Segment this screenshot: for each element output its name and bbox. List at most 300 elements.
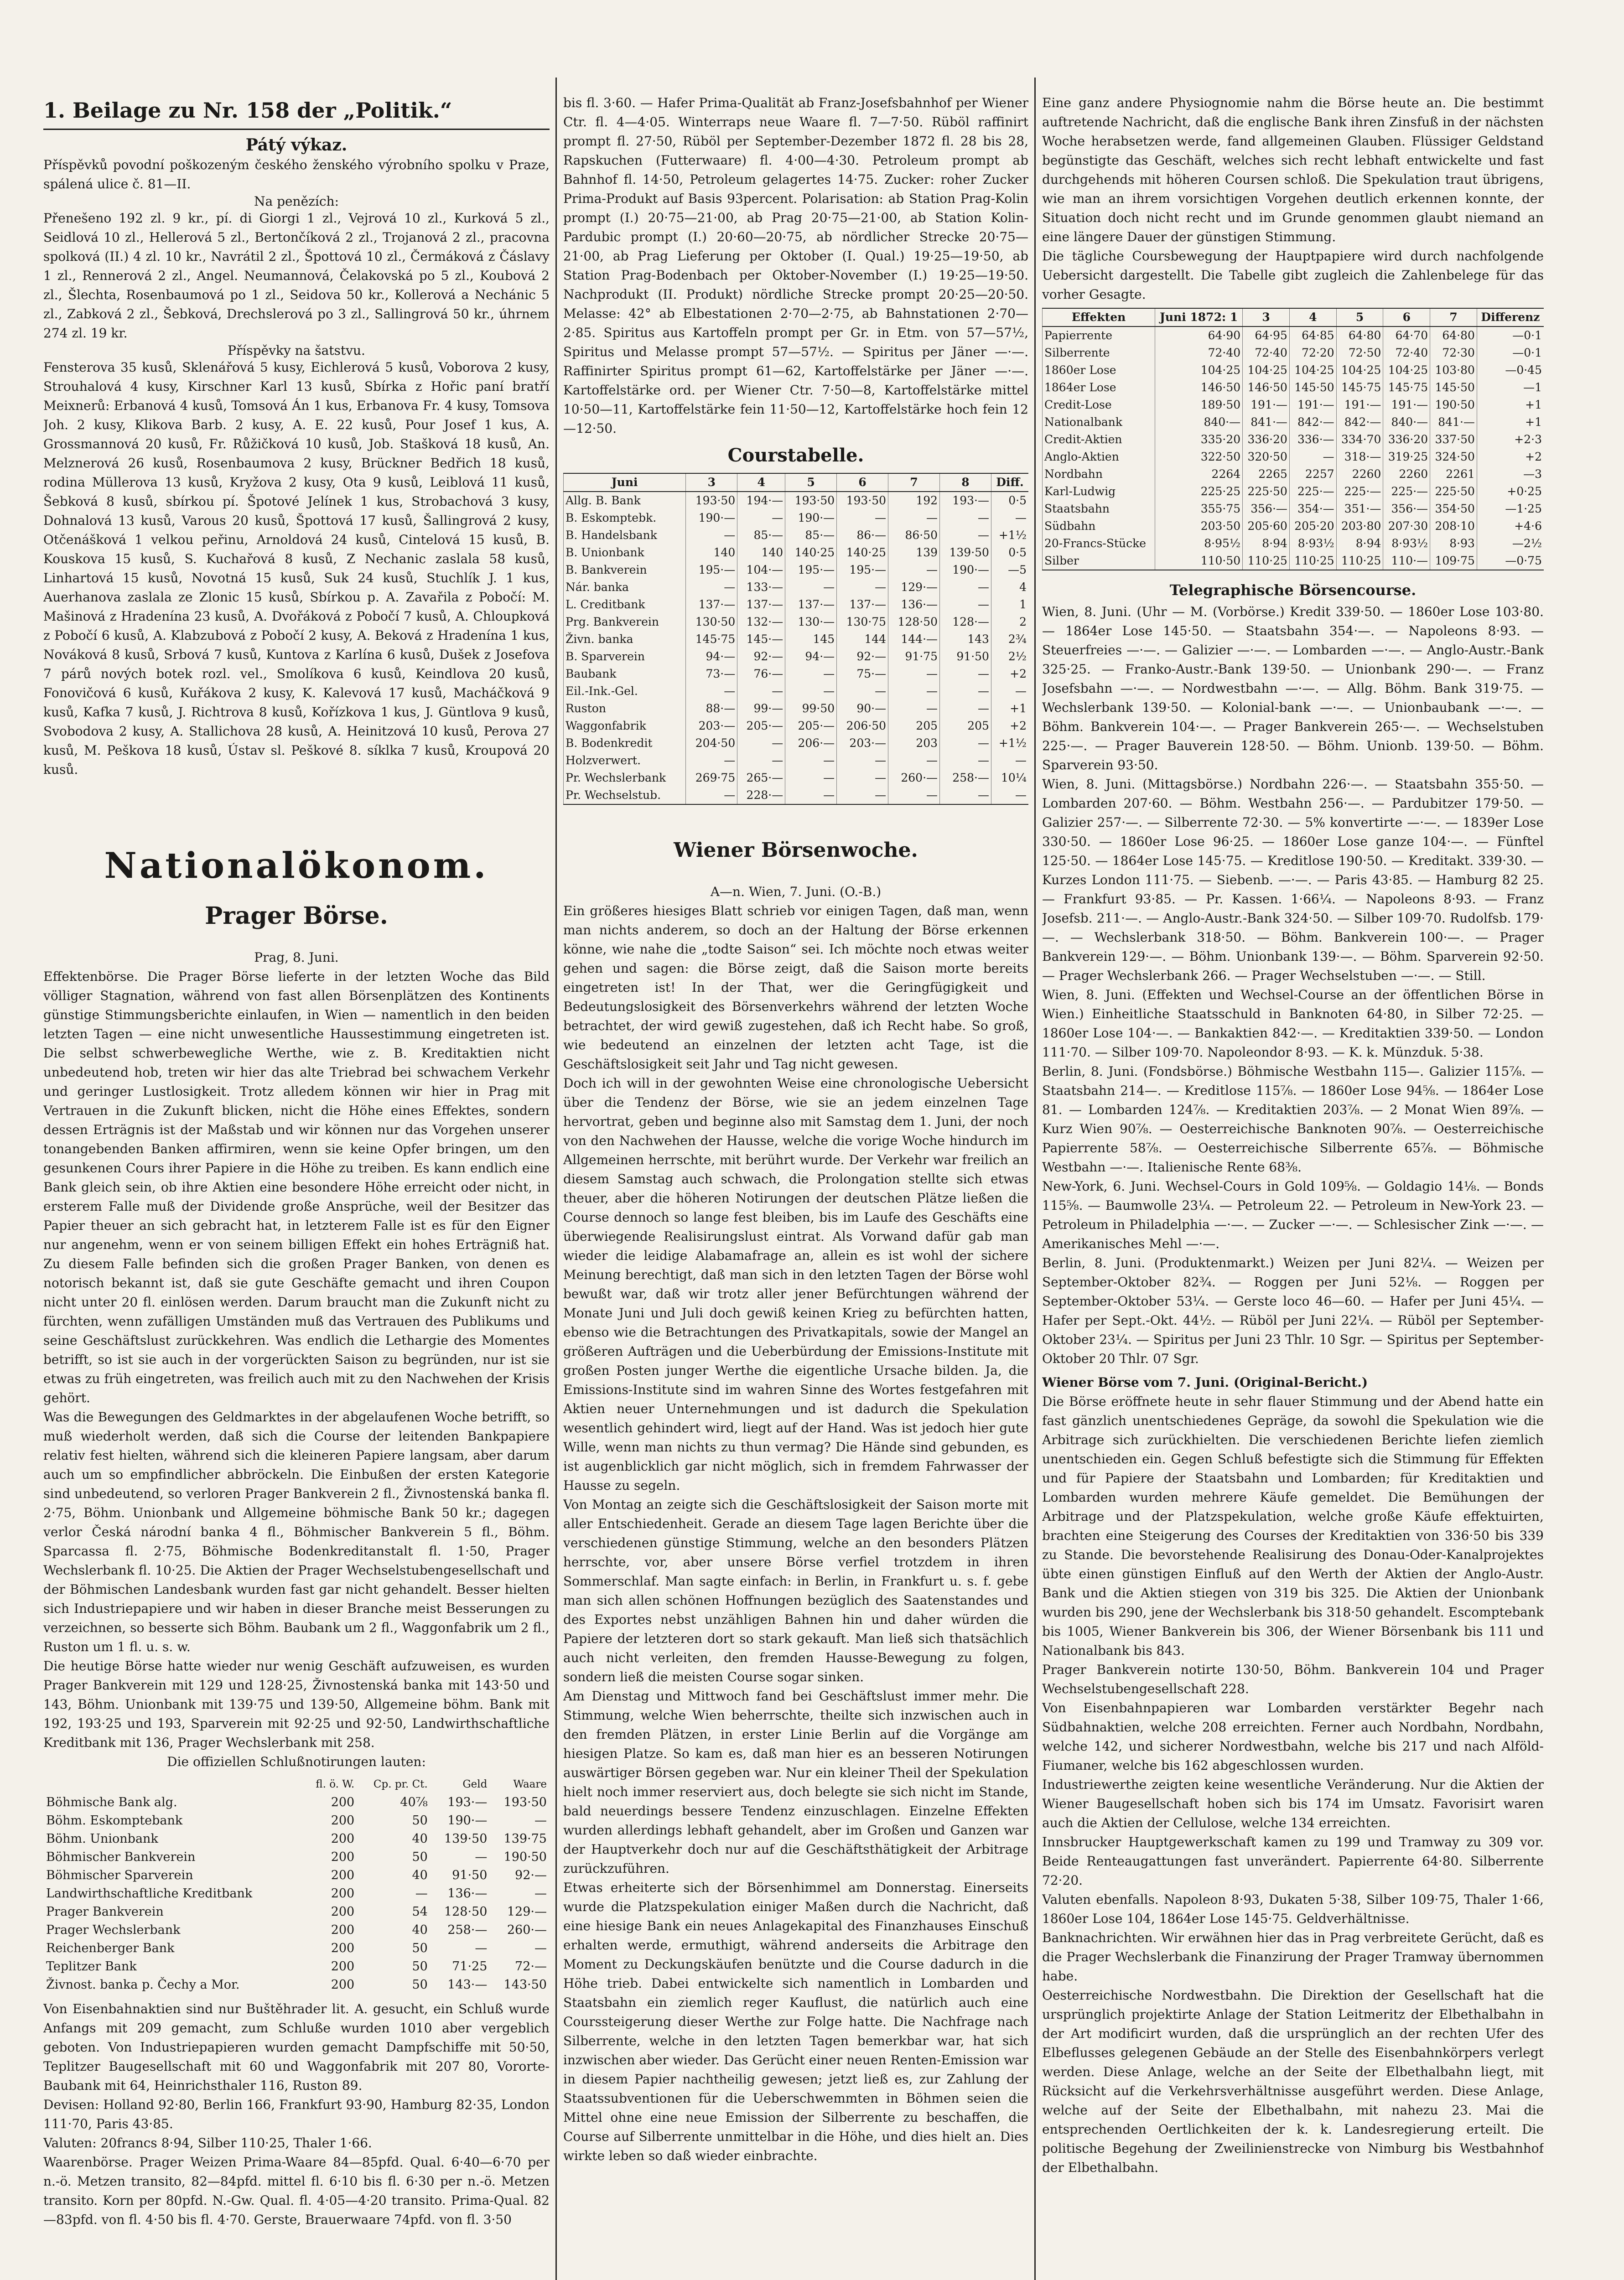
courstabelle-row [564, 579, 1029, 596]
table-cell: — [534, 1886, 547, 1901]
table-cell: 324·50 [1430, 448, 1477, 466]
table-cell: Südbahn [1043, 518, 1155, 535]
table-cell: — [940, 596, 991, 613]
table-cell: 50 [412, 1941, 428, 1955]
quotations-table [43, 1775, 550, 1994]
table-cell: 193·50 [785, 492, 837, 509]
table-cell: Pr. Wechselstub. [564, 787, 686, 804]
table-cell: 2260 [1383, 466, 1430, 483]
table-cell: 145 [785, 631, 837, 648]
table-cell: — [888, 665, 940, 683]
table-cell: 336·20 [1383, 431, 1430, 448]
quotation-row [43, 1921, 550, 1939]
courstabelle-row [564, 665, 1029, 683]
vykaz-title: Pátý výkaz. [245, 135, 348, 155]
table-cell: — [686, 787, 737, 804]
table-cell: —0·1 [1477, 326, 1544, 344]
table-cell: 110·50 [1155, 552, 1243, 570]
table-cell: 195·— [686, 561, 737, 579]
table-cell: +2 [1477, 448, 1544, 466]
eisenbahn-paragraph: Von Eisenbahnaktien sind nur Buštěhrader lit. A. gesucht, ein Schluß wurde Anfangs mit 209 gemacht, zum Schluße wurden 1010 aber vergeblich geboten. Von Industriepapieren wurden gemacht Dampfschiffe mit 50·50, Teplitzer Baugesellschaft mit 60 und Waggonfabrik mit 207 80, Vororte-Baubank mit 64, Heinrichsthaler 116, Ruston 89. [43, 2001, 550, 2093]
table-cell: 320·50 [1243, 448, 1290, 466]
table-cell: +1 [1477, 396, 1544, 414]
table-cell: Živn. banka [564, 631, 686, 648]
table-cell: 191·— [1289, 396, 1336, 414]
table-cell: 260·— [888, 769, 940, 787]
table-cell: 355·75 [1155, 500, 1243, 518]
table-cell: — [940, 579, 991, 596]
table-cell: 139 [888, 544, 940, 561]
right-top-paragraph: Eine ganz andere Physiognomie nahm die Börse heute an. Die bestimmt auftretende Nachricht, daß die englische Bank ihren Zinsfuß in der nächsten Woche herabsetzen werde, fand allgemeinen Glauben. Flüssiger Geldstand begünstigte das Geschäft, welches sich recht lebhaft entwickelte und fast durchgehends mit höheren Coursen schloß. Die Spekulation traut übrigens, wie man an ihrem vorsichtigen Vorgehen deutlich erkennen konnte, der Situation doch nicht recht und im Grunde genommen glaubt niemand an eine längere Dauer der günstigen Stimmung. [1042, 95, 1544, 244]
juni-table-row [1043, 483, 1544, 500]
table-cell: 200 [331, 1959, 355, 1974]
table-cell: —1 [1477, 379, 1544, 396]
table-cell: +2·3 [1477, 431, 1544, 448]
table-cell: 72·— [515, 1959, 547, 1974]
table-cell: +0·25 [1477, 483, 1544, 500]
table-cell: — [737, 683, 785, 700]
table-cell: Silber [1043, 552, 1155, 570]
table-cell: 356·— [1383, 500, 1430, 518]
table-cell: 193·— [940, 492, 991, 509]
courstabelle-title: Courstabelle. [727, 445, 864, 466]
table-cell: Teplitzer Bank [46, 1959, 137, 1974]
table-cell: 195·— [837, 561, 888, 579]
telegraph-reports [1042, 602, 1544, 1368]
table-cell: 191·— [1243, 396, 1290, 414]
table-cell: 110·25 [1289, 552, 1336, 570]
table-cell: 140·25 [785, 544, 837, 561]
courstabelle-row [564, 613, 1029, 631]
table-cell: 128·50 [888, 613, 940, 631]
table-cell: 190·— [785, 509, 837, 527]
table-cell: L. Creditbank [564, 596, 686, 613]
table-cell: 99·— [737, 700, 785, 717]
courstabelle-header: Diff. [991, 473, 1028, 492]
table-cell: 104·25 [1336, 362, 1383, 379]
table-cell: — [737, 752, 785, 769]
table-cell: Credit-Lose [1043, 396, 1155, 414]
table-cell: 8·93½ [1383, 535, 1430, 552]
table-cell: 130·— [785, 613, 837, 631]
table-cell: 139·50 [940, 544, 991, 561]
table-cell: 92·— [737, 648, 785, 665]
column-right [1042, 0, 1544, 2177]
table-cell: Nár. banka [564, 579, 686, 596]
column-rule-1 [555, 78, 557, 2280]
table-cell: — [940, 665, 991, 683]
column-left [43, 0, 550, 2229]
table-cell: — [888, 752, 940, 769]
table-cell: 143 [940, 631, 991, 648]
table-cell: — [888, 561, 940, 579]
table-cell: 92·— [837, 648, 888, 665]
table-cell: +1½ [991, 527, 1028, 544]
quotation-header: Geld [462, 1778, 488, 1790]
table-cell: 137·— [837, 596, 888, 613]
table-cell: 1864er Lose [1043, 379, 1155, 396]
valuten-line: Valuten: 20francs 8·94, Silber 110·25, Thaler 1·66. [43, 2135, 372, 2150]
table-cell: — [415, 1886, 428, 1901]
table-cell: 50 [412, 1959, 428, 1974]
table-cell: 110·25 [1336, 552, 1383, 570]
table-cell: 225·50 [1430, 483, 1477, 500]
table-cell: 104·— [737, 561, 785, 579]
courstabelle [563, 473, 1028, 805]
quot-intro: Die offiziellen Schlußnotirungen lauten: [167, 1754, 426, 1769]
juni-table-row [1043, 326, 1544, 344]
table-cell: — [940, 787, 991, 804]
table-cell: Landwirthschaftliche Kreditbank [46, 1886, 253, 1901]
table-cell: — [837, 769, 888, 787]
juni-table-row [1043, 414, 1544, 431]
table-cell: 8·95½ [1155, 535, 1243, 552]
table-cell: 10¼ [991, 769, 1028, 787]
table-cell: 130·50 [686, 613, 737, 631]
table-cell: — [737, 509, 785, 527]
table-cell: — [785, 665, 837, 683]
table-cell: 205 [940, 717, 991, 735]
table-cell: 72·40 [1243, 344, 1290, 362]
juni-table-header: Differenz [1477, 308, 1544, 326]
table-cell: — [475, 1850, 488, 1864]
table-cell: 2265 [1243, 466, 1290, 483]
quotation-row [43, 1903, 550, 1921]
table-cell: 128·— [940, 613, 991, 631]
table-cell: 64·70 [1383, 326, 1430, 344]
table-cell: — [940, 683, 991, 700]
column-rule-2 [1034, 78, 1036, 2280]
table-cell: 8·94 [1243, 535, 1290, 552]
table-cell: — [991, 752, 1028, 769]
table-cell: Anglo-Aktien [1043, 448, 1155, 466]
table-cell: Pr. Wechslerbank [564, 769, 686, 787]
table-cell: 2260 [1336, 466, 1383, 483]
wiener-paragraph-3: Von Montag an zeigte sich die Geschäftslosigkeit der Saison morte mit aller Entschiedenheit. Gerade an diesem Tage lagen Berichte über die verschiedenen günstige Stimmung, welche an den besonders Plätzen herrschte, vor, aber unsere Börse verfiel trotzdem in ihren Sommerschlaf. Man sagte einfach: in Berlin, in Frankfurt u. s. f. gebe man sich allen schönen Hoffnungen bezüglich des Saatenstandes und des Exportes nebst unzähligen Bahnen hin und daher würden die Papiere der letzteren dort so stark gekauft. Man ließ sich thatsächlich auch nicht verleiten, den fremden Hausse-Bewegung zu folgen, sondern ließ die meisten Course sogar sinken. [563, 1497, 1028, 1684]
table-cell: — [686, 527, 737, 544]
table-cell: +1 [1477, 414, 1544, 431]
table-cell: 842·— [1289, 414, 1336, 431]
table-cell: 85·— [785, 527, 837, 544]
juni-table-row [1043, 552, 1544, 570]
table-cell: 319·25 [1383, 448, 1430, 466]
table-cell: — [1289, 448, 1336, 466]
table-cell: 2¾ [991, 631, 1028, 648]
nordwestbahn-paragraph: Oesterreichische Nordwestbahn. Die Direktion der Gesellschaft hat die ursprünglich projektirte Anlage der Station Leitmeritz der Elbethalbahn in der Art modificirt wurden, daß die ursprünglich an der rechten Ufer des Elbeflusses gelegenen Gebäude an der Stelle des Eisenbahnkörpers verlegt werden. Diese Anlage, welche an der Seite der Elbethalbahn liegt, mit Rücksicht auf die Verkehrsverhältnisse ausgeführt werden. Diese Anlage, welche auf der Seite der Elbethalbahn, mit nahezu 23. Mai die entsprechenden Oertlichkeiten der k. k. Landesregierung erteilt. Die politische Begehung der Zweilinienstrecke von Nimburg bis Westbahnhof der Elbethalbahn. [1042, 1988, 1544, 2175]
telegraph-report: Wien, 8. Juni. (Mittagsbörse.) Nordbahn 226·—. — Staatsbahn 355·50. — Lombarden 207·60. — Böhm. Westbahn 256·—. — Pardubitzer 179·50. — Galizier 257·—. — Silberrente 72·30. — 5% konvertirte —·—. — 1839er Lose 330·50. — 1860er Lose 96·25. — 1860er Lose ganze 104·—. — Fünftel 125·50. — 1864er Lose 145·75. — Kreditlose 190·50. — Kreditakt. 339·30. — Kurzes London 111·75. — Siebenb. —·—. — Paris 43·85. — Hamburg 82 25. — Frankfurt 93·85. — Pr. Kassen. 1·66¼. — Napoleons 8·93. — Franz Josefsb. 211·—. — Anglo-Austr.-Bank 324·50. — Silber 109·70. Rudolfsb. 179·—. — Wechslerbank 318·50. — Böhm. Bankverein 100·—. — Prager Bankverein 129·—. — Böhm. Unionbank 139·—. — Böhm. Sparverein 92·50. — Prager Wechslerbank 266. — Prager Wechselstuben —·—. — Still. [1042, 777, 1544, 983]
prager-borse-title: Prager Börse. [205, 902, 388, 930]
table-cell: +2 [991, 665, 1028, 683]
table-cell: 0·5 [991, 544, 1028, 561]
table-cell: 189·50 [1155, 396, 1243, 414]
table-cell: +1½ [991, 735, 1028, 752]
juni-table-header: 5 [1336, 308, 1383, 326]
table-cell: — [888, 509, 940, 527]
table-cell: 190·50 [503, 1850, 547, 1864]
table-cell: 91·50 [940, 648, 991, 665]
courstabelle-row [564, 735, 1029, 752]
table-cell: 85·— [737, 527, 785, 544]
table-cell: 132·— [737, 613, 785, 631]
eisenbahn-right: Von Eisenbahnpapieren war Lombarden verstärkter Begehr nach Südbahnaktien, welche 208 erreichten. Ferner auch Nordbahn, Nordbahn, welche 142, und sicherer Nordwestbahn, welche bis 217 und nach Alföld-Fiumaner, welche bis 162 abgeschlossen wurden. [1042, 1700, 1544, 1773]
table-cell: 103·80 [1430, 362, 1477, 379]
table-cell: Baubank [564, 665, 686, 683]
courstabelle-header: 6 [837, 473, 888, 492]
table-cell: 8·93½ [1289, 535, 1336, 552]
table-cell: +4·6 [1477, 518, 1544, 535]
table-cell: 258·— [940, 769, 991, 787]
table-cell: —0·45 [1477, 362, 1544, 379]
table-cell: Böhmische Bank alg. [46, 1795, 177, 1809]
table-cell: 225·— [1383, 483, 1430, 500]
table-cell: 139·75 [503, 1832, 547, 1846]
table-cell: 92·— [515, 1868, 547, 1882]
table-cell: 190·— [940, 561, 991, 579]
table-cell: — [785, 579, 837, 596]
table-cell: 194·— [737, 492, 785, 509]
table-cell: 2½ [991, 648, 1028, 665]
bank-nachrichten: Banknachrichten. Wir erwähnen hier das in Prag verbreitete Gerücht, daß es die Prager Wechslerbank die Finanzirung der Prager Tramway übernommen habe. [1042, 1930, 1544, 1984]
table-cell: 75·— [837, 665, 888, 683]
table-cell: 190·— [447, 1814, 488, 1828]
courstabelle-row [564, 717, 1029, 735]
wiener-boerse-text-2: Prager Bankverein notirte 130·50, Böhm. Bankverein 104 und Prager Wechselstubengesellschaft 228. [1042, 1662, 1544, 1696]
table-cell: — [837, 509, 888, 527]
quotation-row [43, 1793, 550, 1812]
table-cell: 133·— [737, 579, 785, 596]
innsbruck-right: Innsbrucker Hauptgewerkschaft kamen zu 199 und Tramway zu 309 vor. Beide Renteaugattungen fast unverändert. Papierrente 64·80. Silberrente 72·20. [1042, 1834, 1544, 1888]
table-cell: 200 [331, 1923, 355, 1937]
table-cell: 351·— [1336, 500, 1383, 518]
table-cell: 104·25 [1243, 362, 1290, 379]
table-cell: — [991, 787, 1028, 804]
table-cell: 8·93 [1430, 535, 1477, 552]
table-cell: 258·— [447, 1923, 488, 1937]
table-cell: 40 [412, 1832, 428, 1846]
table-cell: 200 [331, 1886, 355, 1901]
table-cell: 129·— [888, 579, 940, 596]
table-cell: 137·— [785, 596, 837, 613]
table-cell: 145·75 [686, 631, 737, 648]
table-cell: B. Unionbank [564, 544, 686, 561]
table-cell: 322·50 [1155, 448, 1243, 466]
juni-table-row [1043, 431, 1544, 448]
table-cell: Karl-Ludwig [1043, 483, 1155, 500]
table-cell: 128·50 [444, 1905, 488, 1919]
header-rule [43, 129, 550, 130]
table-cell: — [785, 787, 837, 804]
table-cell: Prg. Bankverein [564, 613, 686, 631]
table-cell: 200 [331, 1868, 355, 1882]
table-cell: 225·— [1336, 483, 1383, 500]
table-cell: 145·50 [1430, 379, 1477, 396]
table-cell: — [991, 509, 1028, 527]
table-cell: 110·— [1383, 552, 1430, 570]
table-cell: Allg. B. Bank [564, 492, 686, 509]
table-cell: — [940, 509, 991, 527]
table-cell: 104·25 [1383, 362, 1430, 379]
table-cell: 205·20 [1289, 518, 1336, 535]
wiener-dateline: A—n. Wien, 7. Juni. (O.-B.) [710, 884, 882, 899]
juni-table-row [1043, 518, 1544, 535]
table-cell: 104·25 [1289, 362, 1336, 379]
table-cell: — [534, 1941, 547, 1955]
table-cell: 336·— [1289, 431, 1336, 448]
table-cell: 91·75 [888, 648, 940, 665]
table-cell: 265·— [737, 769, 785, 787]
table-cell: — [888, 683, 940, 700]
table-cell: 140 [737, 544, 785, 561]
table-cell: 269·75 [686, 769, 737, 787]
table-cell: 195·— [785, 561, 837, 579]
table-cell: 190·— [686, 509, 737, 527]
table-cell: —1·25 [1477, 500, 1544, 518]
table-cell: — [475, 1941, 488, 1955]
table-cell: 64·80 [1336, 326, 1383, 344]
table-cell: 200 [331, 1795, 355, 1809]
table-cell: — [837, 683, 888, 700]
table-cell: 72·20 [1289, 344, 1336, 362]
table-cell: 204·50 [686, 735, 737, 752]
table-cell: Böhmischer Bankverein [46, 1850, 196, 1864]
table-cell: — [888, 787, 940, 804]
table-cell: — [940, 752, 991, 769]
table-cell: 205·— [785, 717, 837, 735]
juni-table-header: 7 [1430, 308, 1477, 326]
table-cell: 64·90 [1155, 326, 1243, 344]
juni-table-header: Effekten [1043, 308, 1155, 326]
wiener-boerse-title: Wiener Börse vom 7. Juni. (Original-Bericht.) [1042, 1375, 1368, 1390]
table-cell: B. Sparverein [564, 648, 686, 665]
wiener-paragraph-5: Etwas erheiterte sich der Börsenhimmel am Donnerstag. Einerseits wurde die Platzspekulation einiger Maßen durch die Nachricht, daß eine hiesige Bank ein neues Anlagekapital des Finanzhauses Einschuß erhalten werde, ermuthigt, während anderseits die Arbitrage den Moment zu Deckungskäufen benützte und die Course dadurch in die Höhe trieb. Dabei entwickelte sich namentlich in Lombarden und Staatsbahn ein ziemlich reger Kauflust, die natürlich auch eine Courssteigerung dieser Werthe zur Folge hatte. Die Nachfrage nach Silberrente, welche in den letzten Tagen bemerkbar war, hat sich inzwischen aber wieder. Das Gerücht einer neuen Renten-Emission war in diesem Papier nachtheilig gewesen; jetzt ließ es, zur Zahlung der Staatssubventionen für die Ueberschwemmten in Böhmen seien die Mittel ohne eine neue Emission der Silberrente zu beschaffen, die Course auf Silberrente unmittelbar in die Höhe, und dies hielt an. Dies wirkte leben so daß wieder einbrachte. [563, 1880, 1028, 2163]
telegraph-report: Berlin, 8. Juni. (Produktenmarkt.) Weizen per Juni 82¼. — Weizen per September-Oktober 82¾. — Roggen per Juni 52⅛. — Roggen per September-Oktober 53¼. — Gerste loco 46—60. — Hafer per Juni 45¼. — Hafer per Sept.-Okt. 44½. — Rüböl per Juni 22¼. — Rüböl per September-Oktober 23¼. — Spiritus per Juni 23 Thlr. 10 Sgr. — Spiritus per September-Oktober 20 Thlr. 07 Sgr. [1042, 1255, 1544, 1366]
quotation-header: Cp. pr. Ct. [373, 1778, 428, 1790]
table-cell: 64·80 [1430, 326, 1477, 344]
quotation-row [43, 1939, 550, 1958]
table-cell: 109·75 [1430, 552, 1477, 570]
waaren-continued: bis fl. 3·60. — Hafer Prima-Qualität ab Franz-Josefsbahnhof per Wiener Ctr. fl. 4—4·05. Winterraps neue Waare fl. 7—7·50. Rüböl raffinirt prompt fl. 27·50, Rüböl per September-Dezember 1872 fl. 28 bis 28, Rapskuchen (Futterwaare) fl. 4·00—4·30. Petroleum prompt ab Bahnhof fl. 14·50, Petroleum gelagertes 14·75. Zucker: roher Zucker Prima-Produkt auf Basis 93percent. Polarisation: ab Station Prag-Kolin prompt (I.) 20·75—21·00, ab Prag 20·75—21·00, ab Station Kolin-Pardubic prompt (I.) 20·60—20·75, ab nördlicher Strecke 20·75—21·00, ab Prag Lieferung per Oktober (I. Qual.) 19·25—19·50, ab Station Prag-Bodenbach per Oktober-November (I.) 19·25—19·50. Nachprodukt (II. Produkt) nördliche Strecke prompt 20·25—20·50. Melasse: 42° ab Elbestationen 2·70—2·75, ab Bahnstationen 2·70—2·85. Spiritus aus Kartoffeln prompt per Gr. in Etm. von 57—57½, Spiritus und Melasse prompt 57—57½. — Spiritus per Jäner —·—. Raffinirter Spiritus prompt 61—62, Kartoffelstärke per Jäner —·—. Kartoffelstärke ord. per Wiener Ctr. 7·50—8, Kartoffelstärke mittel 10·50—11, Kartoffelstärke fein 11·50—12, Kartoffelstärke hoch fein 12—12·50. [563, 95, 1028, 436]
industrie-right: Industriewerthe zeigten keine wesentliche Veränderung. Nur die Aktien der Wiener Baugesellschaft hoben sich bis 174 im Umsatz. Favorisirt waren auch die Aktien der Cellulose, welche 134 erreichten. [1042, 1777, 1544, 1830]
right-top-paragraph-2: Die tägliche Coursbewegung der Hauptpapiere wird durch nachfolgende Uebersicht dargestellt. Die Tabelle gibt zugleich die Zahlenbelege für das vorher Gesagte. [1042, 249, 1544, 302]
table-cell: 205·60 [1243, 518, 1290, 535]
table-cell: 206·50 [837, 717, 888, 735]
juni-table-header: Juni 1872: 1 [1155, 308, 1243, 326]
table-cell: 207·30 [1383, 518, 1430, 535]
penize-heading: Na penězích: [254, 194, 339, 209]
table-cell: 200 [331, 1832, 355, 1846]
juni-table-row [1043, 466, 1544, 483]
table-cell: Böhm. Eskomptebank [46, 1814, 183, 1828]
table-cell: — [686, 683, 737, 700]
juni-table-row [1043, 448, 1544, 466]
table-cell: 20-Francs-Stücke [1043, 535, 1155, 552]
table-cell: 193·50 [837, 492, 888, 509]
table-cell: — [940, 735, 991, 752]
table-cell: 50 [412, 1814, 428, 1828]
satstvo-text: Fensterova 35 kusů, Sklenářová 5 kusy, Eichlerová 5 kusů, Voborova 2 kusy, Strouhalová 4 kusy, Kirschner Karl 13 kusů, Sbírka z Hořic paní bratří Meixnerů: Erbanová 4 kusů, Tomsová Án 1 kus, Erbanova Fr. 4 kusy, Tomsova Joh. 2 kusy, Klikova Barb. 2 kusy, A. E. 22 kusů, Pour Josef 1 kus, A. Grossmannová 20 kusů, Fr. Růžičková 10 kusů, Job. Stašková 18 kusů, An. Melznerová 26 kusů, Rosenbaumova 2 kusy, Brückner Bedřich 18 kusů, rodina Müllerova 13 kusů, Kryžova 2 kusy, Ota 9 kusů, Leiblová 11 kusů, Šebková 8 kusů, sbírkou pí. Špotové Jelínek 1 kus, Strobachová 3 kusy, Dohnalová 13 kusů, Varous 20 kusů, Špottová 17 kusů, Šallingrová 2 kusy, Otčenášková 1 velkou peřinu, Arnoldová 24 kusů, Cintelová 15 kusů, B. Kouskova 15 kusů, S. Kuchařová 8 kusů, Z Nechanic zaslala 58 kusů, Linhartová 15 kusů, Novotná 15 kusů, Suk 24 kusů, Stuchlík J. 1 kus, Auerhanova zaslala ze Zlonic 15 kusů, Sbírkou p. A. Zavařila z Pobočí: M. Mašinová z Hradenína 23 kusů, A. Dvořáková z Pobočí 7 kusů, A. Chloupková z Pobočí 6 kusů, A. Klabzubová z Pobočí 2 kusy, A. Beková z Hradenína 1 kus, Nováková 8 kusů, Srbová 7 kusů, Kuntova z Karlína 6 kusů, Dušek z Josefova 7 párů nových botek rozl. vel., Smolíkova 6 kusů, Keindlova 20 kusů, Fonovičová 6 kusů, Kuřákova 2 kusy, K. Kalevová 17 kusů, Macháčková 9 kusů, Kafka 7 kusů, J. Richtrova 8 kusů, Kořízkova 1 kus, J. Güntlova 9 kusů, Svobodova 2 kusy, A. Stallichova 28 kusů, A. Heinitzová 10 kusů, Perova 27 kusů, M. Peškova 18 kusů, Ústav sl. Peškové 8. síklka 7 kusů, Kroupová 20 kusů. [43, 360, 550, 777]
table-cell: 72·30 [1430, 344, 1477, 362]
telegraph-title: Telegraphische Börsencourse. [1169, 581, 1416, 599]
vykaz-intro: Příspěvků povodní poškozeným českého ženského výrobního spolku v Praze, spálená ulice č. 81—II. [43, 157, 550, 192]
courstabelle-header: 3 [686, 473, 737, 492]
table-cell: — [837, 787, 888, 804]
table-cell: B. Eskomptebk. [564, 509, 686, 527]
table-cell: 40⅞ [400, 1795, 428, 1809]
table-cell: — [837, 752, 888, 769]
table-cell: 2257 [1289, 466, 1336, 483]
quotation-row [43, 1976, 550, 1994]
table-cell: 94·— [686, 648, 737, 665]
table-cell: 146·50 [1243, 379, 1290, 396]
beilage-header: 1. Beilage zu Nr. 158 der „Politik.“ [43, 98, 452, 123]
table-cell: 205 [888, 717, 940, 735]
table-cell: Nordbahn [1043, 466, 1155, 483]
table-cell: — [785, 683, 837, 700]
dateline: Prag, 8. Juni. [254, 950, 339, 965]
courstabelle-row [564, 492, 1029, 509]
table-cell: 200 [331, 1814, 355, 1828]
table-cell: 841·— [1243, 414, 1290, 431]
bewegungen-paragraph: Was die Bewegungen des Geldmarktes in der abgelaufenen Woche betrifft, so muß wiederholt werden, daß sich die Course der leitenden Bankpapiere relativ fest hielten, während sich die kleineren Papiere langsam, aber darum auch um so empfindlicher abbröckeln. Die Einbußen der ersten Kategorie sind unbedeutend, so verloren Prager Bankverein 2 fl., Živnostenská banka fl. 2·75, Böhm. Unionbank und Allgemeine böhmische Bank 50 kr.; dagegen verlor Česká národní banka 4 fl., Böhmischer Bankverein 5 fl., Böhm. Sparcassa fl. 2·75, Böhmische Bodenkreditanstalt fl. 1·50, Prager Wechslerbank fl. 10·25. Die Aktien der Prager Wechselstubengesellschaft und der Böhmischen Landesbank wurden fast gar nicht gehandelt. Besser hielten sich Industriepapiere und wir haben in dieser Branche meist Besserungen zu verzeichnen, so besserte sich Böhm. Baubank um 2 fl., Waggonfabrik um 2 fl., Ruston um 1 fl. u. s. w. [43, 1409, 550, 1654]
table-cell: 203·50 [1155, 518, 1243, 535]
table-cell: 203·— [837, 735, 888, 752]
courstabelle-header: 5 [785, 473, 837, 492]
table-cell: 73·— [686, 665, 737, 683]
courstabelle-row [564, 700, 1029, 717]
juni-table-row [1043, 344, 1544, 362]
table-cell: Böhm. Unionbank [46, 1832, 158, 1846]
table-cell: 335·20 [1155, 431, 1243, 448]
courstabelle-row [564, 769, 1029, 787]
courstabelle-row [564, 561, 1029, 579]
table-cell: 203·— [686, 717, 737, 735]
table-cell: 144 [837, 631, 888, 648]
table-cell: 137·— [737, 596, 785, 613]
table-cell: 50 [412, 1850, 428, 1864]
table-cell: 225·25 [1155, 483, 1243, 500]
quotation-row [43, 1848, 550, 1866]
table-cell: B. Handelsbank [564, 527, 686, 544]
table-cell: Silberrente [1043, 344, 1155, 362]
wiener-boersenwoche-title: Wiener Börsenwoche. [674, 839, 918, 862]
table-cell: 2 [991, 613, 1028, 631]
table-cell: Waggonfabrik [564, 717, 686, 735]
juni-table-row [1043, 396, 1544, 414]
table-cell: 260·— [507, 1923, 547, 1937]
table-cell: 145·75 [1336, 379, 1383, 396]
table-cell: — [686, 579, 737, 596]
valuten-right: Valuten ebenfalls. Napoleon 8·93, Dukaten 5·38, Silber 109·75, Thaler 1·66, 1860er Lose 104, 1864er Lose 145·75. Geldverhältnisse. [1042, 1892, 1544, 1926]
table-cell: 136·— [888, 596, 940, 613]
column-middle [563, 0, 1028, 2166]
table-cell: 191·— [1336, 396, 1383, 414]
table-cell: 145·50 [1289, 379, 1336, 396]
table-cell: Holzverwert. [564, 752, 686, 769]
juni-1872-table [1042, 308, 1544, 570]
table-cell: 99·50 [785, 700, 837, 717]
table-cell: 144·— [888, 631, 940, 648]
telegraph-report: Berlin, 8. Juni. (Fondsbörse.) Böhmische Westbahn 115—. Galizier 115⅞. — Staatsbahn 214—. — Kreditlose 115⅞. — 1860er Lose 94⅝. — 1864er Lose 81. — Lombarden 124⅞. — Kreditaktien 203⅞. — 2 Monat Wien 89⅞. — Kurz Wien 90⅞. — Oesterreichische Banknoten 90⅞. — Oesterreichische Papierrente 58⅞. — Oesterreichische Silberrente 65⅞. — Böhmische Westbahn —·—. Italienische Rente 68⅜. [1042, 1064, 1544, 1175]
table-cell: 840·— [1383, 414, 1430, 431]
juni-table-row [1043, 535, 1544, 552]
table-cell: 130·75 [837, 613, 888, 631]
table-cell: 136·— [447, 1886, 488, 1901]
table-cell: Prager Wechslerbank [46, 1923, 181, 1937]
juni-table-header: 4 [1289, 308, 1336, 326]
table-cell: 72·50 [1336, 344, 1383, 362]
table-cell: Živnost. banka p. Čechy a Mor. [46, 1978, 240, 1992]
table-cell: 40 [412, 1868, 428, 1882]
